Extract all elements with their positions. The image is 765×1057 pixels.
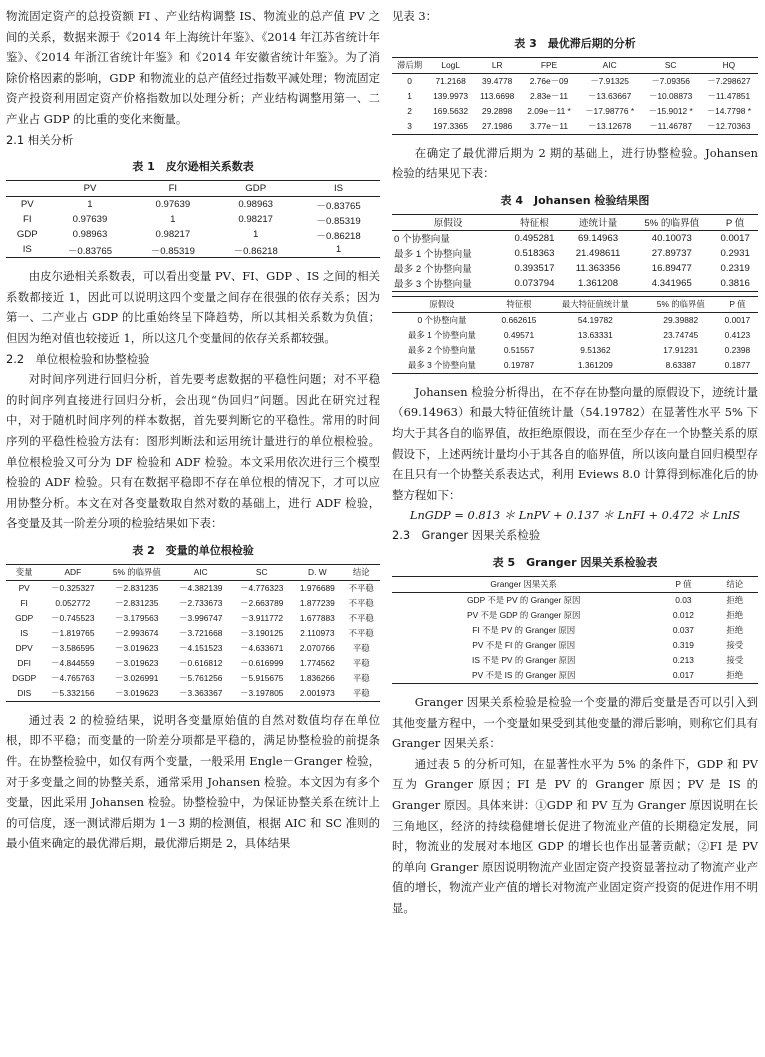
table-header-cell: LR bbox=[474, 57, 520, 73]
table-cell: 3.77e－11 bbox=[520, 119, 577, 135]
table-cell: －2.993674 bbox=[115, 628, 159, 639]
table-cell: 最多 1 个协整向量 bbox=[408, 330, 476, 341]
table-cell: 1.877239 bbox=[299, 598, 335, 609]
table-header-row bbox=[392, 576, 758, 592]
table-row bbox=[392, 592, 758, 608]
table-cell: 平稳 bbox=[352, 673, 370, 684]
paragraph-granger-def: Granger 因果关系检验是检验一个变量的滞后变量是否可以引入到其他变量方程中，一个变量如果受到其他变量的滞后影响，则称它们具有 Granger 因果关系： bbox=[392, 694, 758, 751]
table-cell: 拒绝 bbox=[726, 625, 744, 636]
table-cell: －7.298627 bbox=[707, 76, 751, 87]
table-cell: FI bbox=[23, 214, 32, 226]
table-cell: 3 bbox=[392, 119, 427, 135]
table-cell: 2.110973 bbox=[300, 628, 335, 639]
table-cell: 2.09e－11 * bbox=[527, 106, 571, 117]
table-cell: 0.51557 bbox=[503, 345, 535, 356]
table-cell: －3.911772 bbox=[240, 613, 284, 624]
table-row bbox=[6, 212, 380, 227]
table-row bbox=[392, 653, 758, 668]
paragraph-granger-result: 通过表 5 的分析可知，在显著性水平为 5% 的条件下，GDP 和 PV 互为 Granger 原因；FI 是 PV 的 Granger 原因；PV 是 IS 的 Granger 原因。具体来讲：①GDP 和 PV 互为 Granger 原因说明在长三角地区，经济的持续稳健增长促进了物流业产值的长期稳定发展，同时，物流业的发展对本地区 GDP 的增长也作出显著贡献；②FI 是 PV 的单向 Granger 原因说明物流产业固定资产投资显著拉动了物流产业产值的增长，物流产业产值的增长对物流产业固定资产投资的促进作用不明显。 bbox=[392, 756, 758, 915]
section-2-3-heading: 2.3 Granger 因果关系检验 bbox=[392, 528, 541, 543]
table-cell: 139.9973 bbox=[433, 91, 469, 102]
table-cell: 1 bbox=[253, 229, 259, 241]
table-cell: －3.019623 bbox=[103, 686, 170, 702]
table-cell: 0.98217 bbox=[155, 229, 191, 241]
table-cell: 1.677883 bbox=[299, 613, 335, 624]
table-row bbox=[392, 328, 758, 343]
table-row bbox=[392, 230, 758, 246]
table-header-cell: 特征根 bbox=[504, 214, 564, 230]
table-cell: GDP bbox=[15, 613, 34, 624]
table-cell: PV 不是 GDP 的 Granger 原因 bbox=[467, 610, 581, 621]
table-cell: 0.1877 bbox=[717, 358, 758, 374]
table-cell: 1.774562 bbox=[299, 658, 335, 669]
table-row bbox=[6, 227, 380, 242]
table-row bbox=[392, 261, 758, 276]
table-row bbox=[392, 104, 758, 119]
table-header-cell: P 值 bbox=[712, 214, 758, 230]
table-row bbox=[392, 668, 758, 684]
table-header-cell: 变量 bbox=[6, 564, 42, 580]
table-cell: 最多 1 个协整向量 bbox=[394, 249, 472, 261]
table-row bbox=[6, 242, 380, 258]
table-cell: 4.341965 bbox=[631, 276, 712, 292]
table-cell: －3.197805 bbox=[231, 686, 292, 702]
table-row bbox=[6, 580, 380, 596]
table-cell: －5.332156 bbox=[42, 686, 103, 702]
table-row bbox=[392, 638, 758, 653]
table-cell: 27.1986 bbox=[474, 119, 520, 135]
table-row bbox=[392, 246, 758, 261]
table-header-cell: 5% 的临界值 bbox=[645, 296, 717, 312]
table-header-cell: 滞后期 bbox=[392, 57, 427, 73]
table-header-cell: P 值 bbox=[717, 296, 758, 312]
paragraph-see-table3: 见表 3： bbox=[392, 9, 438, 23]
table-header-cell: 5% 的临界值 bbox=[103, 564, 170, 580]
table-cell: －0.83765 bbox=[49, 242, 132, 258]
table-cell: －15.9012 * bbox=[648, 106, 693, 117]
table3-caption: 表 3 最优滞后期的分析 bbox=[514, 36, 636, 50]
table-cell: －0.83765 bbox=[316, 200, 361, 212]
table-cell: 拒绝 bbox=[726, 595, 744, 606]
table-header-cell: 最大特征值统计量 bbox=[546, 296, 645, 312]
table-cell: 1 bbox=[87, 199, 93, 211]
table-cell: 0.213 bbox=[672, 655, 694, 666]
table-cell: －17.98776 * bbox=[585, 106, 635, 117]
table-cell: 1.361208 bbox=[565, 276, 632, 292]
table-row bbox=[392, 276, 758, 292]
table-row bbox=[6, 671, 380, 686]
table-cell: 0.073794 bbox=[504, 276, 564, 292]
table-cell: 2.76e－09 bbox=[529, 76, 569, 87]
table-cell: －7.09356 bbox=[651, 76, 690, 87]
table-header-cell: 5% 的临界值 bbox=[631, 214, 712, 230]
table-cell: －2.733673 bbox=[179, 598, 223, 609]
table-cell: －2.831235 bbox=[115, 598, 159, 609]
table-cell: －10.08873 bbox=[648, 91, 693, 102]
table-header-cell: PV bbox=[49, 181, 132, 197]
table-cell: －4.633671 bbox=[240, 643, 284, 654]
table-cell: 0.2931 bbox=[720, 247, 750, 259]
table-cell: －7.91325 bbox=[590, 76, 629, 87]
table-cell: 2.83e－11 bbox=[530, 91, 569, 102]
table-cell: 1.361209 bbox=[546, 358, 645, 374]
table5-caption: 表 5 Granger 因果关系检验表 bbox=[492, 555, 658, 569]
table-row bbox=[392, 119, 758, 135]
table-cell: －3.026991 bbox=[115, 673, 159, 684]
table-header-row bbox=[6, 181, 380, 197]
table-cell: DFI bbox=[17, 658, 31, 669]
table-cell: 1.976689 bbox=[299, 583, 335, 594]
table-row bbox=[6, 596, 380, 611]
table-cell: FI 不是 PV 的 Granger 原因 bbox=[472, 625, 576, 636]
table-cell: －0.86218 bbox=[316, 230, 361, 242]
table-cell: －0.616812 bbox=[179, 658, 223, 669]
table-cell: －0.745523 bbox=[51, 613, 95, 624]
table-cell: －4.776323 bbox=[240, 583, 284, 594]
table-cell: －4.151523 bbox=[179, 643, 223, 654]
table-cell: －0.325327 bbox=[51, 583, 95, 594]
table-cell: 拒绝 bbox=[726, 610, 744, 621]
cointegration-equation: LnGDP = 0.813 ＊ LnPV + 0.137 ＊ LnFI + 0.472 ＊ LnIS bbox=[409, 508, 741, 523]
table-cell: －11.46787 bbox=[642, 119, 700, 135]
table-cell: 不平稳 bbox=[348, 583, 374, 594]
table-cell: －3.019623 bbox=[115, 643, 159, 654]
table-header-cell bbox=[6, 181, 49, 197]
table-cell: 69.14963 bbox=[578, 232, 619, 244]
table-cell: －3.996747 bbox=[179, 613, 223, 624]
table-cell: 113.6698 bbox=[480, 91, 515, 102]
table-cell: －13.12678 bbox=[578, 119, 642, 135]
table-cell: 0.662615 bbox=[501, 315, 537, 326]
table-cell: IS 不是 PV 的 Granger 原因 bbox=[472, 655, 576, 666]
table-cell: 0.97639 bbox=[72, 214, 108, 226]
table-cell: 平稳 bbox=[352, 643, 370, 654]
table-cell: 接受 bbox=[726, 640, 744, 651]
right-column bbox=[392, 6, 758, 918]
table-cell: 27.89737 bbox=[651, 247, 692, 259]
table-row bbox=[6, 197, 380, 213]
table-cell: 平稳 bbox=[352, 658, 370, 669]
table-cell: 0.98217 bbox=[238, 214, 274, 226]
table2-unit-root bbox=[6, 564, 380, 702]
table-cell: 0.012 bbox=[672, 610, 694, 621]
table-row bbox=[6, 641, 380, 656]
table-cell: 29.2898 bbox=[482, 106, 513, 117]
table-cell: －4.382139 bbox=[179, 583, 223, 594]
table-cell: 2.070766 bbox=[299, 643, 335, 654]
table-cell: －3.363367 bbox=[170, 686, 231, 702]
table-cell: 0 bbox=[407, 76, 412, 87]
table-cell: 0.319 bbox=[672, 640, 694, 651]
paragraph-unit-root: 对时间序列进行回归分析，首先要考虑数据的平稳性问题；对不平稳的时间序列直接进行回归分析，会出现“伪回归”问题。因此在研究过程中，对于随机时间序列的样本数据，首先要判断它的平稳性。常用的时间序列的平稳性检验方法有：图形判断法和运用统计量进行的单位根检验。单位根检验又可分为 DF 检验和 ADF 检验。本文采用依次进行三个模型检验的 ADF 检验。只有在数据平稳即不存在单位根的情况下，才可以应用协整分析。本文在对各变量数取自然对数的基础上，进行 ADF 检验，各变量及其一阶差分项的检验结果如下表： bbox=[6, 372, 380, 531]
table-cell: GDP bbox=[16, 229, 38, 241]
table-cell: 0.4123 bbox=[724, 330, 751, 341]
paragraph-correlation: 由皮尔逊相关系数表，可以看出变量 PV、FI、GDP 、IS 之间的相关系数都接近 1，因此可以说明这四个变量之间存在很强的依存关系；因为第一、二产业占 GDP 的比重始终呈下降趋势，所以其相关系数为负值；但因为绝对值也较接近 1，所以这几个变量间的依存关系都较强。 bbox=[6, 269, 380, 345]
table4-trace bbox=[392, 214, 758, 292]
table-row bbox=[6, 686, 380, 702]
table-cell: 1 bbox=[170, 214, 176, 226]
table-cell: 23.74745 bbox=[663, 330, 699, 341]
table-cell: FI bbox=[20, 598, 28, 609]
table-header-row bbox=[6, 564, 380, 580]
table-cell: 0.393517 bbox=[514, 262, 555, 274]
table-cell: 54.19782 bbox=[577, 315, 613, 326]
table-cell: －2.663789 bbox=[240, 598, 284, 609]
table-cell: －3.721668 bbox=[179, 628, 223, 639]
table5-granger bbox=[392, 576, 758, 684]
table-cell: 13.63331 bbox=[577, 330, 613, 341]
table-cell: 0 个协整向量 bbox=[417, 315, 467, 326]
table-cell: －4.844559 bbox=[51, 658, 95, 669]
table-header-cell: SC bbox=[231, 564, 292, 580]
table-cell: DPV bbox=[15, 643, 33, 654]
table-row bbox=[392, 89, 758, 104]
table-header-cell: 迹统计量 bbox=[565, 214, 632, 230]
table-cell: 0.495281 bbox=[514, 232, 555, 244]
table-header-row bbox=[392, 57, 758, 73]
table-cell: 169.5632 bbox=[433, 106, 469, 117]
table-header-row bbox=[392, 214, 758, 230]
table-cell: 40.10073 bbox=[651, 232, 692, 244]
table-cell: 1 bbox=[407, 91, 412, 102]
section-2-1-heading: 2.1 相关分析 bbox=[6, 132, 74, 147]
table-cell: 0.98963 bbox=[72, 229, 108, 241]
table-cell: 不平稳 bbox=[348, 598, 374, 609]
table-cell: －3.586595 bbox=[51, 643, 95, 654]
table-cell: －5.915675 bbox=[240, 673, 284, 684]
paragraph-johansen-intro: 在确定了最优滞后期为 2 期的基础上，进行协整检验。Johansen 检验的结果见下表： bbox=[392, 145, 758, 181]
table-cell: 拒绝 bbox=[711, 668, 758, 684]
table-cell: 11.363356 bbox=[575, 262, 621, 274]
table-cell: 8.63387 bbox=[645, 358, 717, 374]
table-header-cell: SC bbox=[642, 57, 700, 73]
table-cell: 0.2319 bbox=[720, 262, 750, 274]
table-cell: 17.91231 bbox=[663, 345, 699, 356]
table-cell: 2.001973 bbox=[292, 686, 342, 702]
table-row bbox=[6, 656, 380, 671]
table-cell: 最多 3 个协整向量 bbox=[392, 276, 504, 292]
table-row bbox=[392, 343, 758, 358]
table2-caption: 表 2 变量的单位根检验 bbox=[132, 543, 254, 557]
paragraph-intro: 物流固定资产的总投资额 FI 、产业结构调整 IS、物流业的总产值 PV 之间的关系，数据来源于《2014 年上海统计年鉴》、《2014 年江苏省统计年鉴》、《2014 年浙江省统计年鉴》和《2014 年安徽省统计年鉴》。为了消除价格因素的影响，GDP 和物流业的总产值经过指数平减处理；物流固定资产投资利用固定资产价格指数加以处理分析；产业结构调整用第一、二产业占 GDP 的比重的变化来衡量。 bbox=[6, 9, 380, 126]
table-header-cell: HQ bbox=[700, 57, 758, 73]
table-header-cell: Granger 因果关系 bbox=[392, 576, 655, 592]
table-cell: 0.518363 bbox=[514, 247, 555, 259]
table1-caption: 表 1 皮尔逊相关系数表 bbox=[132, 160, 254, 174]
table-cell: －5.761256 bbox=[179, 673, 223, 684]
table-cell: 0 个协整向量 bbox=[394, 234, 450, 246]
table1-pearson bbox=[6, 180, 380, 258]
table-cell: PV 不是 FI 的 Granger 原因 bbox=[472, 640, 576, 651]
table-header-cell: LogL bbox=[427, 57, 474, 73]
table-cell: 39.4778 bbox=[482, 76, 513, 87]
table-cell: 不平稳 bbox=[348, 613, 374, 624]
table-cell: －0.86218 bbox=[214, 242, 297, 258]
table-cell: －2.831235 bbox=[115, 583, 159, 594]
table-cell: 平稳 bbox=[342, 686, 380, 702]
paragraph-table2-result: 通过表 2 的检验结果，说明各变量原始值的自然对数值均存在单位根，即不平稳；而变量的一阶差分项都是平稳的，满足协整检验的前提条件。在协整检验中，如仅有两个变量，一般采用 Engle－Granger 检验，对于多变量之间的协整关系，通常采用 Johansen 检验。本文因为有多个变量，因此采用 Johansen 检验。协整检验中，为保证协整关系在统计上的可信度，逐一测试滞后期为 1－3 期的检测值，根据 AIC 和 SC 准则的最小值来确定的最优滞后期，最优滞后期是 2，具体结果 bbox=[6, 712, 380, 851]
table-header-cell: 结论 bbox=[342, 564, 380, 580]
table-header-cell: 原假设 bbox=[392, 214, 504, 230]
table-cell: －3.019623 bbox=[115, 658, 159, 669]
paragraph-johansen-result: Johansen 检验分析得出，在不存在协整向量的原假设下，迹统计量（69.14963）和最大特征值统计量（54.19782）在显著性水平 5% 下均大于其各自的临界值，故拒绝原假设，而在至少存在一个协整关系的原假设下，上述两统计量均小于其各自的临界值，所以该向量自回归模型存在且只有一个协整关系表达式，利用 Eviews 8.0 计算得到标准化后的协整方程如下： bbox=[392, 384, 758, 502]
table-header-cell: FPE bbox=[520, 57, 577, 73]
table-cell: 接受 bbox=[726, 655, 744, 666]
table-row bbox=[392, 73, 758, 89]
table-cell: IS bbox=[20, 628, 29, 639]
table-cell: 2 bbox=[407, 106, 412, 117]
table-cell: 0.03 bbox=[675, 595, 692, 606]
table-row bbox=[392, 312, 758, 328]
table-header-cell: FI bbox=[131, 181, 214, 197]
table-cell: 71.2168 bbox=[435, 76, 466, 87]
table-cell: 0.017 bbox=[655, 668, 711, 684]
table-cell: －4.765763 bbox=[51, 673, 95, 684]
table-cell: PV bbox=[20, 199, 34, 211]
table-cell: IS bbox=[6, 242, 49, 258]
table-header-row bbox=[392, 296, 758, 312]
table-header-cell: AIC bbox=[170, 564, 231, 580]
table-header-cell: D. W bbox=[292, 564, 342, 580]
table-cell: 0.2398 bbox=[724, 345, 751, 356]
table-header-cell: 结论 bbox=[711, 576, 758, 592]
table-cell: －3.179563 bbox=[115, 613, 159, 624]
table-cell: 0.3816 bbox=[712, 276, 758, 292]
table-cell: －3.190125 bbox=[240, 628, 284, 639]
section-2-2-heading: 2.2 单位根检验和协整检验 bbox=[6, 351, 150, 366]
table-row bbox=[392, 608, 758, 623]
table-cell: 29.39882 bbox=[663, 315, 699, 326]
table4-caption: 表 4 Johansen 检验结果图 bbox=[500, 193, 650, 207]
table-cell: PV 不是 IS 的 Granger 原因 bbox=[392, 668, 655, 684]
table-cell: 0.0017 bbox=[720, 232, 750, 244]
table-header-cell: GDP bbox=[214, 181, 297, 197]
table-cell: 最多 2 个协整向量 bbox=[408, 345, 476, 356]
table-cell: －0.616999 bbox=[240, 658, 284, 669]
table-cell: GDP 不是 PV 的 Granger 原因 bbox=[467, 595, 581, 606]
table-header-cell: 原假设 bbox=[392, 296, 492, 312]
table-cell: 9.51362 bbox=[580, 345, 611, 356]
table-cell: －0.85319 bbox=[316, 215, 361, 227]
table-cell: 0.98963 bbox=[238, 199, 274, 211]
table-cell: PV bbox=[18, 583, 30, 594]
table-cell: －12.70363 bbox=[700, 119, 758, 135]
table-cell: 0.19787 bbox=[492, 358, 546, 374]
table-cell: 0.49571 bbox=[503, 330, 535, 341]
table-cell: 0.052772 bbox=[55, 598, 91, 609]
table-cell: 21.498611 bbox=[575, 247, 621, 259]
left-column bbox=[6, 6, 380, 854]
table-cell: 1.836266 bbox=[299, 673, 335, 684]
table-row bbox=[6, 626, 380, 641]
table-cell: －0.85319 bbox=[131, 242, 214, 258]
table-header-cell: AIC bbox=[578, 57, 642, 73]
table3-lag-selection bbox=[392, 57, 758, 135]
table-header-cell: 特征根 bbox=[492, 296, 546, 312]
table-cell: 16.89477 bbox=[651, 262, 692, 274]
table-cell: 0.037 bbox=[672, 625, 694, 636]
table-row bbox=[392, 623, 758, 638]
table-cell: DIS bbox=[6, 686, 42, 702]
table4-max-eigen bbox=[392, 296, 758, 374]
table-cell: 1 bbox=[297, 242, 380, 258]
table-cell: －14.7798 * bbox=[706, 106, 751, 117]
table-row bbox=[6, 611, 380, 626]
table-cell: －13.63667 bbox=[587, 91, 632, 102]
table-cell: 197.3365 bbox=[427, 119, 474, 135]
table-cell: 0.0017 bbox=[724, 315, 751, 326]
table-cell: 最多 3 个协整向量 bbox=[392, 358, 492, 374]
table-cell: －1.819765 bbox=[51, 628, 95, 639]
table-cell: 不平稳 bbox=[348, 628, 374, 639]
table-header-cell: ADF bbox=[42, 564, 103, 580]
table-cell: 0.97639 bbox=[155, 199, 191, 211]
table-header-cell: P 值 bbox=[655, 576, 711, 592]
table-cell: －11.47851 bbox=[707, 91, 751, 102]
table-header-cell: IS bbox=[297, 181, 380, 197]
table-cell: DGDP bbox=[12, 673, 37, 684]
table-row bbox=[392, 358, 758, 374]
table-cell: 最多 2 个协整向量 bbox=[394, 264, 472, 276]
